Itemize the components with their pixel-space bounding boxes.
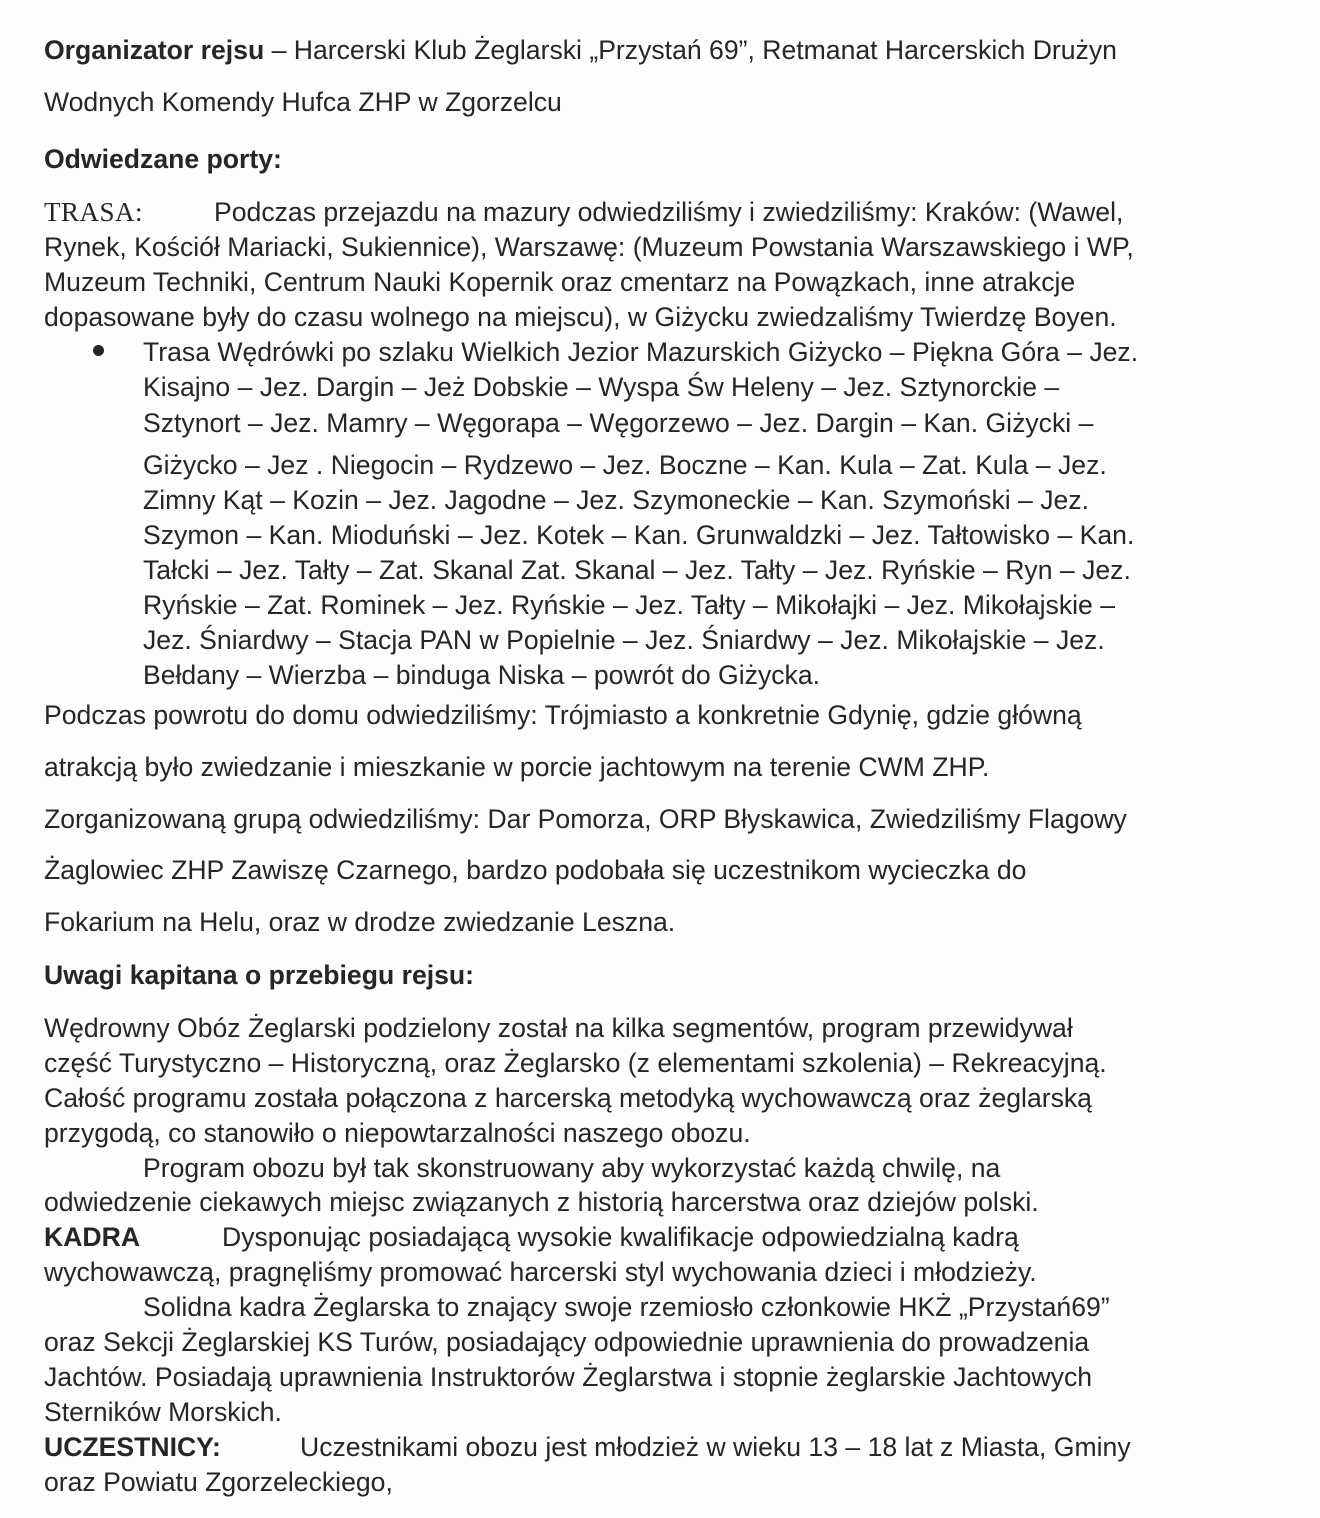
trasa-line: Podczas przejazdu na mazury odwiedziliśmy i zwiedziliśmy: Kraków: (Wawel, <box>214 197 1124 227</box>
return-line: atrakcją było zwiedzanie i mieszkanie w porcie jachtowym na terenie CWM ZHP. <box>44 752 990 782</box>
route-line: Ryńskie – Zat. Rominek – Jez. Ryńskie – Jez. Tałty – Mikołajki – Jez. Mikołajskie – <box>143 590 1116 620</box>
remarks-line: Wędrowny Obóz Żeglarski podzielony został na kilka segmentów, program przewidywał <box>44 1013 1073 1043</box>
kadra2-line: oraz Sekcji Żeglarskiej KS Turów, posiadający odpowiednie uprawnienia do prowadzenia <box>44 1327 1090 1357</box>
uczestnicy-line: Uczestnikami obozu jest młodzież w wieku 13 – 18 lat z Miasta, Gminy <box>300 1432 1131 1462</box>
kadra-line: Dysponując posiadającą wysokie kwalifikacje odpowiedzialną kadrą <box>222 1222 1019 1252</box>
trasa-line: dopasowane były do czasu wolnego na miejscu), w Giżycku zwiedzaliśmy Twierdzę Boyen. <box>44 302 1117 332</box>
return-line: Podczas powrotu do domu odwiedziliśmy: Trójmiasto a konkretnie Gdynię, gdzie główną <box>44 700 1082 730</box>
route-line: Sztynort – Jez. Mamry – Węgorapa – Węgorzewo – Jez. Dargin – Kan. Giżycki – <box>143 408 1094 438</box>
trasa-line: Muzeum Techniki, Centrum Nauki Kopernik oraz cmentarz na Powązkach, inne atrakcje <box>44 267 1076 297</box>
remarks-line: Całość programu została połączona z harcerską metodyką wychowawczą oraz żeglarską <box>44 1083 1092 1113</box>
organizer-line-2: Wodnych Komendy Hufca ZHP w Zgorzelcu <box>44 87 562 117</box>
organizer-label: Organizator rejsu <box>44 35 265 65</box>
ports-heading: Odwiedzane porty: <box>44 144 282 174</box>
uczestnicy-label: UCZESTNICY: <box>44 1432 221 1462</box>
route-line: Kisajno – Jez. Dargin – Jeż Dobskie – Wyspa Św Heleny – Jez. Sztynorckie – <box>143 372 1060 402</box>
organizer-line-1 <box>44 37 1117 64</box>
remarks-line: odwiedzenie ciekawych miejsc związanych z historią harcerstwa oraz dziejów polski. <box>44 1187 1039 1217</box>
remarks-line: część Turystyczno – Historyczną, oraz Żeglarsko (z elementami szkolenia) – Rekreacyjną. <box>44 1048 1107 1078</box>
uczestnicy-line: oraz Powiatu Zgorzeleckiego, <box>44 1467 393 1497</box>
kadra2-line: Sterników Morskich. <box>44 1397 282 1427</box>
return-line: Fokarium na Helu, oraz w drodze zwiedzanie Leszna. <box>44 907 676 937</box>
bullet-icon <box>93 345 104 356</box>
trasa-label: TRASA: <box>44 197 144 227</box>
kadra2-line: Jachtów. Posiadają uprawnienia Instruktorów Żeglarstwa i stopnie żeglarskie Jachtowych <box>44 1362 1093 1392</box>
remarks-heading: Uwagi kapitana o przebiegu rejsu: <box>44 960 475 990</box>
route-line: Bełdany – Wierzba – binduga Niska – powrót do Giżycka. <box>143 660 821 690</box>
kadra2-line: Solidna kadra Żeglarska to znający swoje rzemiosło członkowie HKŻ „Przystań69” <box>143 1292 1110 1322</box>
route-line: Jez. Śniardwy – Stacja PAN w Popielnie – Jez. Śniardwy – Jez. Mikołajskie – Jez. <box>143 625 1105 655</box>
return-line: Żaglowiec ZHP Zawiszę Czarnego, bardzo podobała się uczestnikom wycieczka do <box>44 855 1027 885</box>
kadra-label: KADRA <box>44 1222 141 1252</box>
route-line: Tałcki – Jez. Tałty – Zat. Skanal Zat. Skanal – Jez. Tałty – Jez. Ryńskie – Ryn – Jez. <box>143 555 1131 585</box>
route-line: Giżycko – Jez . Niegocin – Rydzewo – Jez. Boczne – Kan. Kula – Zat. Kula – Jez. <box>143 450 1107 480</box>
remarks-line: przygodą, co stanowiło o niepowtarzalności naszego obozu. <box>44 1118 751 1148</box>
route-line: Szymon – Kan. Mioduński – Jez. Kotek – Kan. Grunwaldzki – Jez. Tałtowisko – Kan. <box>143 520 1135 550</box>
remarks-line: Program obozu był tak skonstruowany aby wykorzystać każdą chwilę, na <box>143 1153 1001 1183</box>
kadra-line: wychowawczą, pragnęliśmy promować harcerski styl wychowania dzieci i młodzieży. <box>44 1257 1037 1287</box>
trasa-line: Rynek, Kościół Mariacki, Sukiennice), Warszawę: (Muzeum Powstania Warszawskiego i WP, <box>44 232 1134 262</box>
route-line: Trasa Wędrówki po szlaku Wielkich Jezior Mazurskich Giżycko – Piękna Góra – Jez. <box>143 337 1139 367</box>
organizer-text: – Harcerski Klub Żeglarski „Przystań 69”, Retmanat Harcerskich Drużyn <box>264 35 1117 65</box>
return-line: Zorganizowaną grupą odwiedziliśmy: Dar Pomorza, ORP Błyskawica, Zwiedziliśmy Flagowy <box>44 804 1127 834</box>
route-line: Zimny Kąt – Kozin – Jez. Jagodne – Jez. Szymoneckie – Kan. Szymoński – Jez. <box>143 485 1089 515</box>
